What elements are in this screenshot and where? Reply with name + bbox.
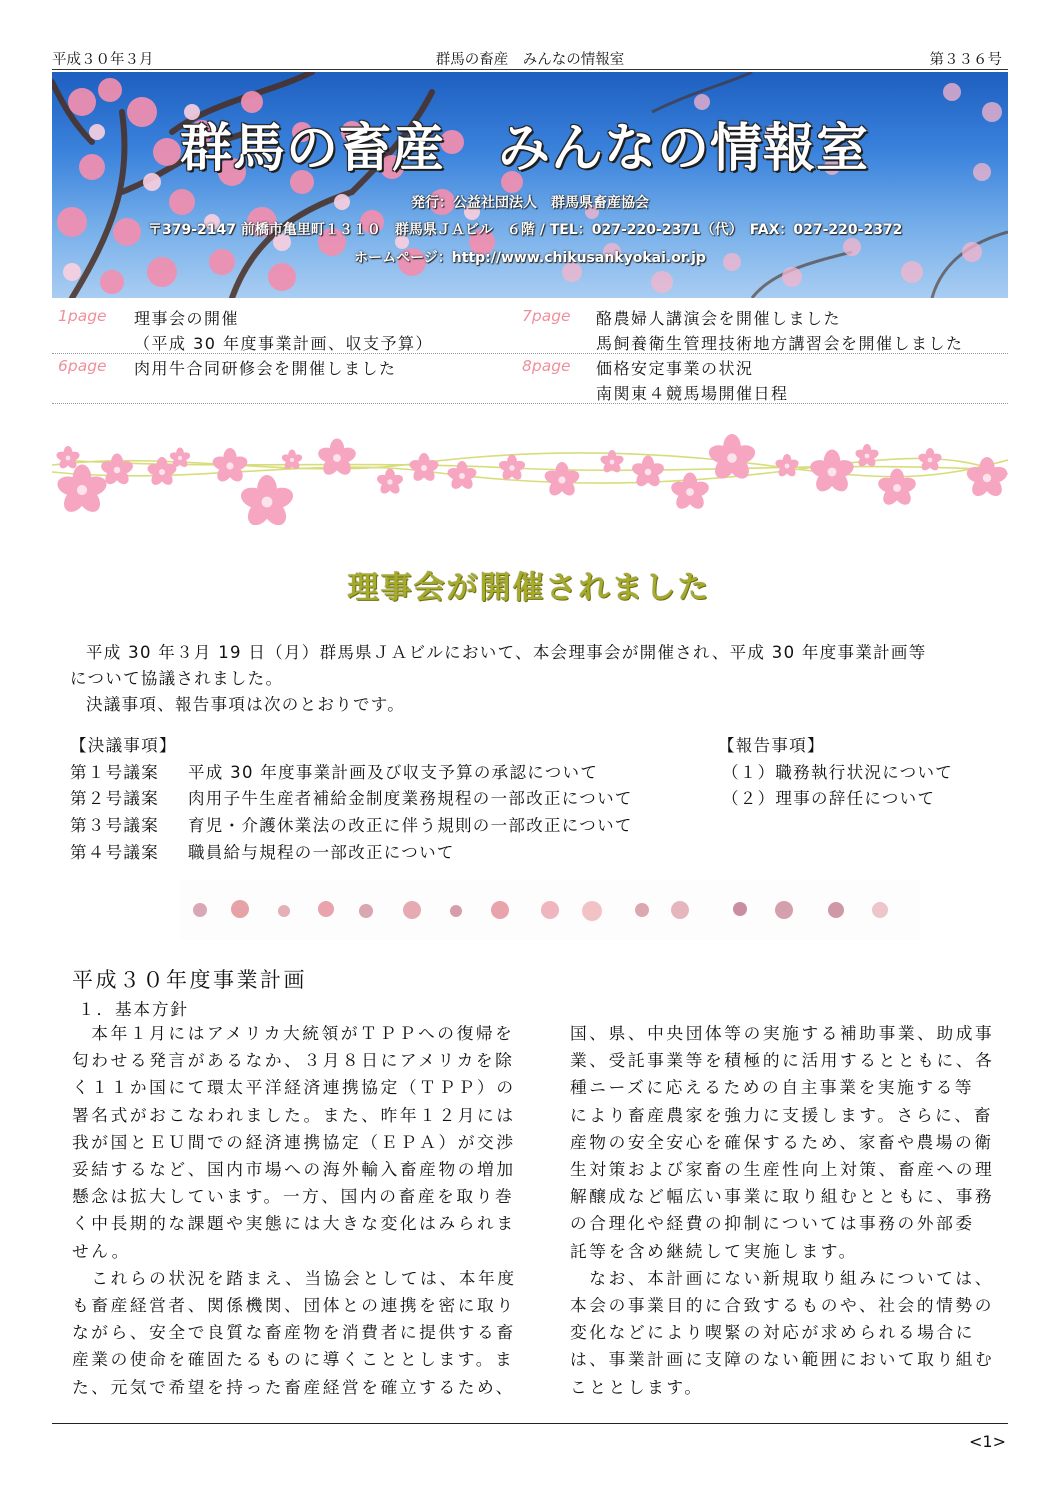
text-line: これらの状況を踏まえ、当協会としては、本年度 bbox=[72, 1267, 517, 1288]
text-line: く１１か国にて環太平洋経済連携協定（ＴＰＰ）の bbox=[72, 1077, 516, 1098]
toc-row bbox=[52, 304, 1008, 329]
text-line: なお、本計画にない新規取り組みについては、 bbox=[570, 1267, 994, 1288]
section-subheading: １．基本方針 bbox=[78, 1000, 189, 1019]
intro-line: について協議されました。 bbox=[70, 669, 284, 688]
toc-row bbox=[52, 354, 1008, 379]
text-line: の合理化や経費の抑制については事務の外部委 bbox=[570, 1213, 975, 1234]
report-item: （１）職務執行状況について bbox=[722, 763, 954, 782]
toc-item[interactable]: 肉用牛合同研修会を開催しました bbox=[134, 359, 397, 378]
toc-item[interactable]: 馬飼養衛生管理技術地方講習会を開催しました bbox=[596, 334, 964, 353]
toc-row bbox=[52, 329, 1008, 354]
header-newsletter-name: 群馬の畜産 みんなの情報室 bbox=[435, 52, 625, 68]
text-line: 署名式がおこなわれました。また、昨年１２月には bbox=[72, 1104, 516, 1125]
toc-page-label[interactable]: 1page bbox=[58, 307, 107, 325]
text-line: 産業の使命を確固たるものに導くこととします。ま bbox=[72, 1349, 515, 1370]
toc-item[interactable]: 酪農婦人講演会を開催しました bbox=[596, 309, 842, 328]
report-item: （２）理事の辞任について bbox=[722, 789, 936, 808]
text-line: 生対策および家畜の生産性向上対策、畜産への理 bbox=[570, 1159, 995, 1180]
text-line: せん。 bbox=[72, 1240, 131, 1261]
table-of-contents bbox=[52, 304, 1008, 404]
toc-item[interactable]: 南関東４競馬場開催日程 bbox=[596, 384, 789, 403]
text-line: た、元気で希望を持った畜産経営を確立するため、 bbox=[72, 1376, 515, 1397]
text-line: こととします。 bbox=[570, 1376, 704, 1397]
masthead-title: 群馬の畜産 みんなの情報室 bbox=[180, 118, 870, 179]
text-line: 本年１月にはアメリカ大統領がＴＰＰへの復帰を bbox=[72, 1023, 515, 1043]
left-column bbox=[72, 1020, 517, 1401]
toc-page-label[interactable]: 6page bbox=[58, 357, 107, 375]
publisher-line: 発行：公益社団法人 群馬県畜産協会 bbox=[411, 195, 649, 211]
text-line: も畜産経営者、関係機関、団体との連携を密に取り bbox=[72, 1295, 516, 1316]
toc-page-label[interactable]: 7page bbox=[522, 307, 571, 325]
resolution-number: 第１号議案 bbox=[70, 763, 159, 782]
text-line: 業、受託事業等を積極的に活用するとともに、各 bbox=[570, 1050, 995, 1071]
text-line: 託等を含め継続して実施します。 bbox=[570, 1240, 858, 1261]
running-header bbox=[52, 46, 1008, 70]
resolution-text: 育児・介護休業法の改正に伴う規則の一部改正について bbox=[188, 816, 633, 835]
address-line: 〒379-2147 前橋市亀里町１３１０ 群馬県ＪＡビル ６階 / TEL：027-220-2371（代） FAX：027-220-2372 bbox=[148, 222, 903, 238]
text-line: く中長期的な課題や実態には大きな変化はみられま bbox=[72, 1213, 516, 1234]
toc-item[interactable]: 理事会の開催 bbox=[134, 309, 240, 328]
resolutions-heading: 【決議事項】 bbox=[70, 736, 177, 755]
resolution-text: 肉用子牛生産者補給金制度業務規程の一部改正について bbox=[188, 789, 633, 808]
reports-heading: 【報告事項】 bbox=[718, 736, 825, 755]
toc-item[interactable]: 価格安定事業の状況 bbox=[596, 359, 754, 378]
text-line: 懸念は拡大しています。一方、国内の畜産を取り巻 bbox=[72, 1186, 515, 1207]
text-line: により畜産農家を強力に支援します。さらに、畜 bbox=[570, 1104, 993, 1125]
toc-page-label[interactable]: 8page bbox=[522, 357, 571, 375]
resolution-number: 第３号議案 bbox=[70, 816, 159, 835]
text-line: 国、県、中央団体等の実施する補助事業、助成事 bbox=[570, 1023, 995, 1043]
intro-line: 平成 30 年３月 19 日（月）群馬県ＪＡビルにおいて、本会理事会が開催され、平成 30 年度事業計画等 bbox=[86, 643, 927, 662]
header-issue-number: 第３３６号 bbox=[929, 52, 1002, 68]
toc-row bbox=[52, 379, 1008, 404]
resolution-text: 職員給与規程の一部改正について bbox=[188, 843, 455, 862]
text-line: 産物の安全安心を確保するため、家畜や農場の衛 bbox=[570, 1131, 994, 1152]
intro-line: 決議事項、報告事項は次のとおりです。 bbox=[86, 695, 406, 714]
text-line: ながら、安全で良質な畜産物を消費者に提供する畜 bbox=[72, 1322, 516, 1343]
text-line: 本会の事業目的に合致するものや、社会的情勢の bbox=[570, 1295, 994, 1316]
resolution-number: 第４号議案 bbox=[70, 843, 159, 862]
masthead-banner bbox=[52, 72, 1008, 298]
text-line: 妥結するなど、国内市場への海外輸入畜産物の増加 bbox=[72, 1159, 516, 1180]
text-line: 変化などにより喫緊の対応が求められる場合に bbox=[570, 1322, 976, 1343]
section-heading: 平成３０年度事業計画 bbox=[72, 968, 307, 992]
right-column bbox=[570, 1020, 994, 1401]
text-line: は、事業計画に支障のない範囲において取り組む bbox=[570, 1349, 995, 1370]
dot-divider-decoration bbox=[180, 880, 920, 940]
text-line: 匂わせる発言があるなか、３月８日にアメリカを除 bbox=[72, 1050, 515, 1071]
text-line: 種ニーズに応えるための自主事業を実施する等 bbox=[570, 1077, 975, 1098]
text-line: 我が国とＥＵ間での経済連携協定（ＥＰＡ）が交渉 bbox=[72, 1131, 516, 1152]
homepage-link[interactable]: ホームページ：http://www.chikusankyokai.or.jp bbox=[354, 250, 706, 266]
footer-rule bbox=[52, 1423, 1008, 1424]
page-number: <1> bbox=[969, 1432, 1006, 1451]
resolution-text: 平成 30 年度事業計画及び収支予算の承認について bbox=[188, 763, 599, 782]
resolution-number: 第２号議案 bbox=[70, 789, 159, 808]
header-date: 平成３０年３月 bbox=[52, 52, 154, 68]
text-line: 解醸成など幅広い事業に取り組むとともに、事務 bbox=[570, 1186, 995, 1207]
toc-item[interactable]: （平成 30 年度事業計画、収支予算） bbox=[134, 334, 434, 353]
article-headline: 理事会が開催されました bbox=[347, 570, 711, 606]
sakura-garland-decoration bbox=[52, 430, 1008, 525]
